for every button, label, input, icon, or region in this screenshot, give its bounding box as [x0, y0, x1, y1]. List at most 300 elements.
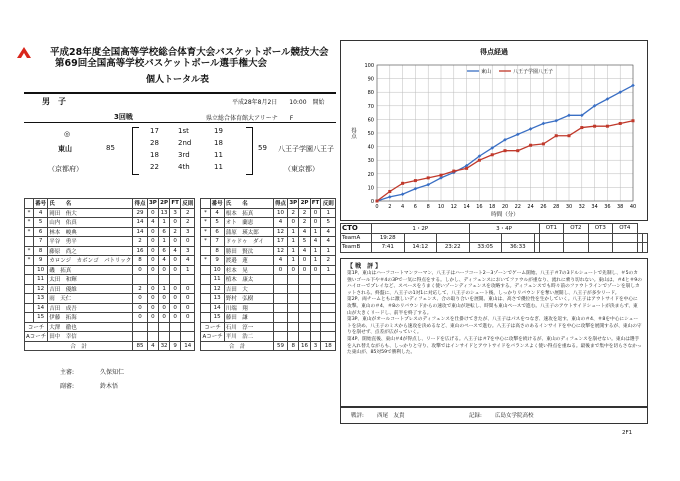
- gender-label: 男 子: [42, 97, 66, 106]
- player-p2: [299, 303, 310, 313]
- totals-label: 合 計: [25, 341, 133, 351]
- period-header: OT3: [588, 224, 612, 234]
- player-pf: 2: [181, 208, 195, 218]
- player-row: [25, 284, 336, 294]
- player-row: [25, 246, 336, 256]
- period-header: OT2: [564, 224, 588, 234]
- time-cell: 33:05: [469, 243, 502, 253]
- player-name: 勝田 賢汰: [224, 246, 273, 256]
- player-name: ドゥドゥ ダイ: [224, 237, 273, 247]
- quarter-label: 2nd: [178, 139, 192, 147]
- player-row: [25, 256, 336, 266]
- time-cell: [588, 233, 612, 243]
- y-tick-label: 10: [367, 185, 374, 192]
- player-no: 11: [34, 275, 48, 285]
- player-mk: [201, 284, 210, 294]
- player-no: 15: [34, 313, 48, 323]
- player-row: [25, 275, 336, 285]
- player-ft: 1: [310, 227, 321, 237]
- empty-cell: [133, 322, 147, 332]
- player-ft: 0: [310, 208, 321, 218]
- player-pf: [321, 303, 336, 313]
- header-cell: 3P: [148, 200, 157, 207]
- empty-cell: [299, 332, 310, 342]
- quarter-b: 11: [214, 163, 223, 171]
- chart-title: 得点経過: [480, 48, 508, 56]
- header-cell: 2P: [300, 200, 309, 207]
- player-name: 伊藤 拓海: [48, 313, 133, 323]
- x-tick-label: 4: [401, 204, 405, 210]
- player-p2: 0: [158, 313, 169, 323]
- empty-cell: [147, 332, 158, 342]
- header-cell: 氏 名: [224, 199, 273, 209]
- player-name: 雨 天仁: [48, 294, 133, 304]
- y-tick-label: 30: [367, 158, 374, 165]
- player-p2: 2: [299, 218, 310, 228]
- player-mk: *: [25, 208, 34, 218]
- x-tick-label: 30: [565, 204, 573, 210]
- player-p2: 1: [158, 237, 169, 247]
- player-row: [25, 208, 336, 218]
- player-row: [25, 294, 336, 304]
- player-name: 植木 康太: [224, 275, 273, 285]
- player-pts: 2: [133, 284, 147, 294]
- player-ft: [310, 294, 321, 304]
- player-p3: 1: [288, 246, 299, 256]
- time-cell: [588, 243, 612, 253]
- empty-cell: [310, 332, 321, 342]
- player-p2: 5: [299, 237, 310, 247]
- total-p2: 16: [299, 341, 310, 351]
- player-pf: [321, 284, 336, 294]
- y-tick-label: 0: [370, 199, 374, 205]
- tournament-logo-icon: [16, 45, 32, 59]
- player-ft: 0: [170, 313, 181, 323]
- game-date-time: 平成28年8月2日 10:00 開始: [232, 99, 325, 106]
- player-p2: 0: [299, 256, 310, 266]
- y-tick-label: 50: [367, 131, 374, 137]
- player-p3: [288, 303, 299, 313]
- player-name: オト 蘭恵: [224, 218, 273, 228]
- player-p3: 0: [288, 265, 299, 275]
- player-p2: [158, 275, 169, 285]
- quarter-team-row: [341, 243, 648, 253]
- player-no: 6: [210, 227, 224, 237]
- score-bracket-right: [246, 127, 253, 175]
- player-mk: *: [25, 256, 34, 266]
- player-row: [25, 227, 336, 237]
- coach-label: コーチ: [201, 322, 224, 332]
- player-mk: *: [201, 218, 210, 228]
- commentary-footer: [340, 406, 648, 424]
- player-name: 吉田 大: [224, 284, 273, 294]
- player-pts: 12: [273, 246, 287, 256]
- player-ft: [310, 303, 321, 313]
- player-ft: 0: [310, 265, 321, 275]
- player-ft: 0: [170, 303, 181, 313]
- empty-cell: [170, 332, 181, 342]
- series-point: [452, 170, 455, 173]
- player-pf: 3: [181, 246, 195, 256]
- quarter-a: 28: [150, 139, 159, 147]
- time-cell: 19:28: [372, 233, 405, 243]
- player-pts: 4: [273, 256, 287, 266]
- quarter-a: 17: [150, 127, 159, 135]
- time-cell: [404, 233, 437, 243]
- tournament-subtitle: 第69回全国高等学校バスケットボール選手権大会: [55, 58, 268, 69]
- player-p2: 1: [158, 218, 169, 228]
- player-mk: *: [25, 227, 34, 237]
- series-point: [580, 126, 583, 129]
- player-row: [25, 313, 336, 323]
- player-p3: 0: [147, 294, 158, 304]
- player-pf: 1: [321, 208, 336, 218]
- player-mk: *: [201, 208, 210, 218]
- chart-svg: [341, 41, 647, 220]
- header-cell: FT: [171, 200, 179, 207]
- quarter-label: 1st: [178, 127, 189, 135]
- player-p2: [299, 313, 310, 323]
- player-name: 山内 佑真: [48, 218, 133, 228]
- commentary-p3: 第3P、東山がオールコートプレスのディフェンスを仕掛けてきたが、八王子はパスをつなぎ、速攻を返す。東山の＃4、＃8を中心にシュートを決め、八王子のミスから速攻を決めるなど、東山のペースで進む。八王子は高さのあるインサイドを中心に攻撃を展開するが、東山の守りを崩せず、点差が広がっていく。: [347, 317, 642, 336]
- player-pf: 4: [181, 256, 195, 266]
- time-cell: [539, 233, 563, 243]
- player-no: 9: [210, 256, 224, 266]
- player-pf: [321, 275, 336, 285]
- cto-label: CTO: [341, 224, 372, 234]
- player-mk: [201, 265, 210, 275]
- x-tick-label: 6: [413, 204, 417, 210]
- player-mk: [25, 284, 34, 294]
- player-p3: 0: [147, 265, 158, 275]
- player-no: 13: [34, 294, 48, 304]
- time-cell: 14:12: [404, 243, 437, 253]
- player-p3: 2: [288, 208, 299, 218]
- player-p2: 13: [158, 208, 169, 218]
- series-point: [401, 192, 405, 196]
- player-mk: [25, 294, 34, 304]
- empty-cell: [181, 322, 195, 332]
- header-cell: FT: [311, 200, 320, 207]
- player-pts: 2: [133, 237, 147, 247]
- player-row: [25, 218, 336, 228]
- player-mk: [201, 303, 210, 313]
- player-ft: 0: [170, 265, 181, 275]
- player-name: 杉本 晃: [224, 265, 273, 275]
- umpire-label: 副審:: [60, 383, 75, 390]
- recorder-name: 広島女学院高校: [495, 413, 534, 419]
- winner-mark: ◎: [64, 130, 71, 138]
- page-number: 2F1: [622, 430, 633, 436]
- header-mark: [201, 199, 210, 209]
- series-point: [491, 153, 494, 156]
- player-pts: [273, 313, 287, 323]
- player-p3: 0: [147, 313, 158, 323]
- chief-referee: 久保知仁: [100, 369, 125, 376]
- y-tick-label: 70: [367, 103, 374, 110]
- umpire: 鈴木悟: [100, 383, 119, 390]
- player-pts: [273, 294, 287, 304]
- player-mk: *: [201, 227, 210, 237]
- player-p2: 4: [299, 246, 310, 256]
- total-p3: 4: [147, 341, 158, 351]
- player-no: 12: [210, 284, 224, 294]
- series-point: [567, 114, 571, 118]
- player-name: 蒲原 瑛太郎: [224, 227, 273, 237]
- player-p2: [299, 275, 310, 285]
- time-cell: [642, 233, 647, 243]
- y-tick-label: 40: [367, 144, 374, 151]
- header-cell: 反則: [181, 199, 195, 209]
- legend-label: 八王子学園八王子: [513, 69, 554, 75]
- player-pts: [133, 275, 147, 285]
- player-ft: 0: [170, 284, 181, 294]
- period-header: OT4: [613, 224, 637, 234]
- total-ft: 9: [170, 341, 181, 351]
- player-no: 11: [210, 275, 224, 285]
- player-pts: 0: [133, 303, 147, 313]
- player-p3: 0: [147, 227, 158, 237]
- player-no: 7: [210, 237, 224, 247]
- series-point: [542, 142, 545, 145]
- series-point: [414, 179, 417, 182]
- player-p2: [299, 294, 310, 304]
- x-tick-label: 26: [540, 204, 547, 210]
- player-ft: 4: [310, 237, 321, 247]
- time-cell: 23:22: [437, 243, 470, 253]
- series-point: [529, 127, 533, 131]
- player-no: 8: [34, 246, 48, 256]
- header-cell: 得点: [273, 199, 287, 209]
- player-name: 藤原 尚之: [48, 246, 133, 256]
- x-tick-label: 10: [437, 204, 445, 210]
- time-cell: [613, 233, 637, 243]
- quarter-table-header: [341, 224, 648, 234]
- player-p2: 0: [158, 294, 169, 304]
- y-tick-label: 100: [364, 63, 374, 69]
- player-row: [25, 237, 336, 247]
- x-tick-label: 32: [578, 204, 585, 210]
- quarter-label: 3rd: [178, 151, 190, 159]
- coach-label: Aコーチ: [25, 332, 48, 342]
- score-progress-chart: [340, 40, 648, 221]
- coach-row: [25, 332, 336, 342]
- x-tick-label: 8: [426, 204, 430, 210]
- player-pts: 17: [273, 237, 287, 247]
- series-point: [529, 144, 532, 147]
- player-ft: 0: [170, 218, 181, 228]
- quarter-b: 19: [214, 127, 223, 135]
- player-p3: 0: [147, 237, 158, 247]
- x-tick-label: 40: [629, 204, 637, 210]
- x-tick-label: 34: [591, 204, 598, 210]
- player-ft: [310, 313, 321, 323]
- x-tick-label: 24: [527, 204, 534, 210]
- series-point: [478, 159, 481, 162]
- series-point: [401, 182, 404, 185]
- coach-label: Aコーチ: [201, 332, 224, 342]
- player-pts: 14: [133, 218, 147, 228]
- player-p2: 4: [158, 256, 169, 266]
- coach-name: 石川 淳一: [224, 322, 273, 332]
- player-pts: 0: [133, 265, 147, 275]
- player-no: 5: [34, 218, 48, 228]
- sheet-title: 個人トータル表: [146, 75, 210, 85]
- player-no: 4: [210, 208, 224, 218]
- x-tick-label: 28: [553, 204, 560, 210]
- time-cell: [564, 233, 588, 243]
- header-cell: 番号: [34, 199, 48, 209]
- player-mk: *: [201, 237, 210, 247]
- player-p2: 6: [158, 246, 169, 256]
- time-cell: [502, 233, 535, 243]
- coach-name: 平川 浩二: [224, 332, 273, 342]
- player-no: 13: [210, 294, 224, 304]
- series-point: [606, 125, 609, 128]
- game-info-bar: [24, 92, 336, 123]
- player-p3: 0: [288, 218, 299, 228]
- player-p2: 4: [299, 227, 310, 237]
- player-pts: 8: [133, 256, 147, 266]
- empty-cell: [170, 322, 181, 332]
- player-no: 9: [34, 256, 48, 266]
- period-header: 3・4P: [469, 224, 539, 234]
- series-point: [376, 200, 379, 203]
- player-name: 川端 翔: [224, 303, 273, 313]
- player-pf: 4: [321, 237, 336, 247]
- time-cell: [437, 233, 470, 243]
- y-tick-label: 20: [367, 171, 374, 178]
- series-point: [504, 149, 507, 152]
- player-pf: 2: [321, 256, 336, 266]
- series-point: [516, 149, 519, 152]
- player-pf: 5: [321, 218, 336, 228]
- player-p2: 0: [299, 265, 310, 275]
- time-cell: 36:33: [502, 243, 535, 253]
- player-ft: 2: [170, 227, 181, 237]
- quarter-b: 11: [214, 151, 223, 159]
- player-mk: *: [201, 256, 210, 266]
- empty-cell: [273, 332, 287, 342]
- score-bracket-left: [132, 127, 139, 175]
- player-mk: [25, 313, 34, 323]
- scoreboard: [24, 124, 336, 188]
- series-point: [593, 125, 596, 128]
- y-tick-label: 90: [367, 76, 374, 83]
- player-pf: 2: [181, 218, 195, 228]
- player-p3: 4: [147, 218, 158, 228]
- player-pf: 1: [321, 265, 336, 275]
- x-tick-label: 12: [450, 204, 457, 210]
- player-ft: [310, 284, 321, 294]
- player-mk: [201, 275, 210, 285]
- player-pts: [273, 284, 287, 294]
- player-mk: [201, 313, 210, 323]
- player-p3: [288, 284, 299, 294]
- team-b-pref: （東京都）: [284, 165, 319, 173]
- player-p3: [288, 275, 299, 285]
- series-point: [440, 174, 443, 177]
- totals-row: [25, 341, 336, 351]
- team-label: TeamA: [341, 233, 372, 243]
- series-point: [388, 190, 391, 193]
- series-point: [568, 134, 571, 137]
- tournament-title: 平成28年度全国高等学校総合体育大会バスケットボール競技大会: [50, 47, 329, 58]
- team-b-total: 59: [258, 144, 267, 152]
- venue-label: 県立総合体育館大アリーナ F: [206, 115, 294, 122]
- player-pf: [181, 275, 195, 285]
- total-pf: 14: [181, 341, 195, 351]
- player-name: 太田 和輝: [48, 275, 133, 285]
- player-row: [25, 303, 336, 313]
- player-no: 14: [210, 303, 224, 313]
- player-name: 磯 拓真: [48, 265, 133, 275]
- header-cell: 反則: [321, 199, 336, 209]
- x-tick-label: 22: [514, 204, 521, 210]
- player-pf: 4: [321, 227, 336, 237]
- player-p3: 1: [288, 237, 299, 247]
- player-name: 岡田 侑大: [48, 208, 133, 218]
- player-ft: 0: [170, 256, 181, 266]
- player-no: 7: [34, 237, 48, 247]
- player-name: カロンジ カボンゴ パトリック: [48, 256, 133, 266]
- player-ft: 3: [170, 208, 181, 218]
- player-pf: 0: [181, 303, 195, 313]
- round-label: 3回戦: [114, 113, 133, 121]
- player-pts: 29: [133, 208, 147, 218]
- x-tick-label: 20: [501, 204, 509, 210]
- player-p2: 1: [158, 284, 169, 294]
- empty-cell: [321, 322, 336, 332]
- player-no: 15: [210, 313, 224, 323]
- header-cell: 氏 名: [48, 199, 133, 209]
- player-name: 藤田 謙: [224, 313, 273, 323]
- total-pf: 18: [321, 341, 336, 351]
- player-stats-table: [24, 198, 336, 351]
- player-pts: 4: [273, 218, 287, 228]
- player-ft: 0: [170, 237, 181, 247]
- player-name: 野村 弘樹: [224, 294, 273, 304]
- series-point: [632, 119, 635, 122]
- player-p3: [288, 313, 299, 323]
- player-row: [25, 265, 336, 275]
- quarter-a: 18: [150, 151, 159, 159]
- player-pts: 16: [133, 246, 147, 256]
- player-mk: *: [25, 246, 34, 256]
- player-p3: 0: [147, 303, 158, 313]
- series-point: [388, 195, 392, 199]
- writer-label: 戦評:: [351, 413, 364, 419]
- total-p2: 32: [158, 341, 169, 351]
- player-name: 吉田 優維: [48, 284, 133, 294]
- player-no: 8: [210, 246, 224, 256]
- empty-cell: [181, 332, 195, 342]
- coach-label: コーチ: [25, 322, 48, 332]
- coach-name: 大澤 徹也: [48, 322, 133, 332]
- quarter-time-table: [340, 223, 648, 253]
- time-cell: [613, 243, 637, 253]
- x-tick-label: 36: [604, 204, 611, 210]
- player-p2: 6: [158, 227, 169, 237]
- player-pts: 0: [133, 294, 147, 304]
- y-tick-label: 80: [367, 90, 374, 97]
- period-header: OT1: [539, 224, 563, 234]
- x-tick-label: 0: [375, 204, 379, 210]
- team-a-total: 85: [106, 144, 115, 152]
- writer-name: 西尾 友貴: [377, 413, 405, 419]
- player-pf: 0: [181, 237, 195, 247]
- player-p3: 1: [288, 256, 299, 266]
